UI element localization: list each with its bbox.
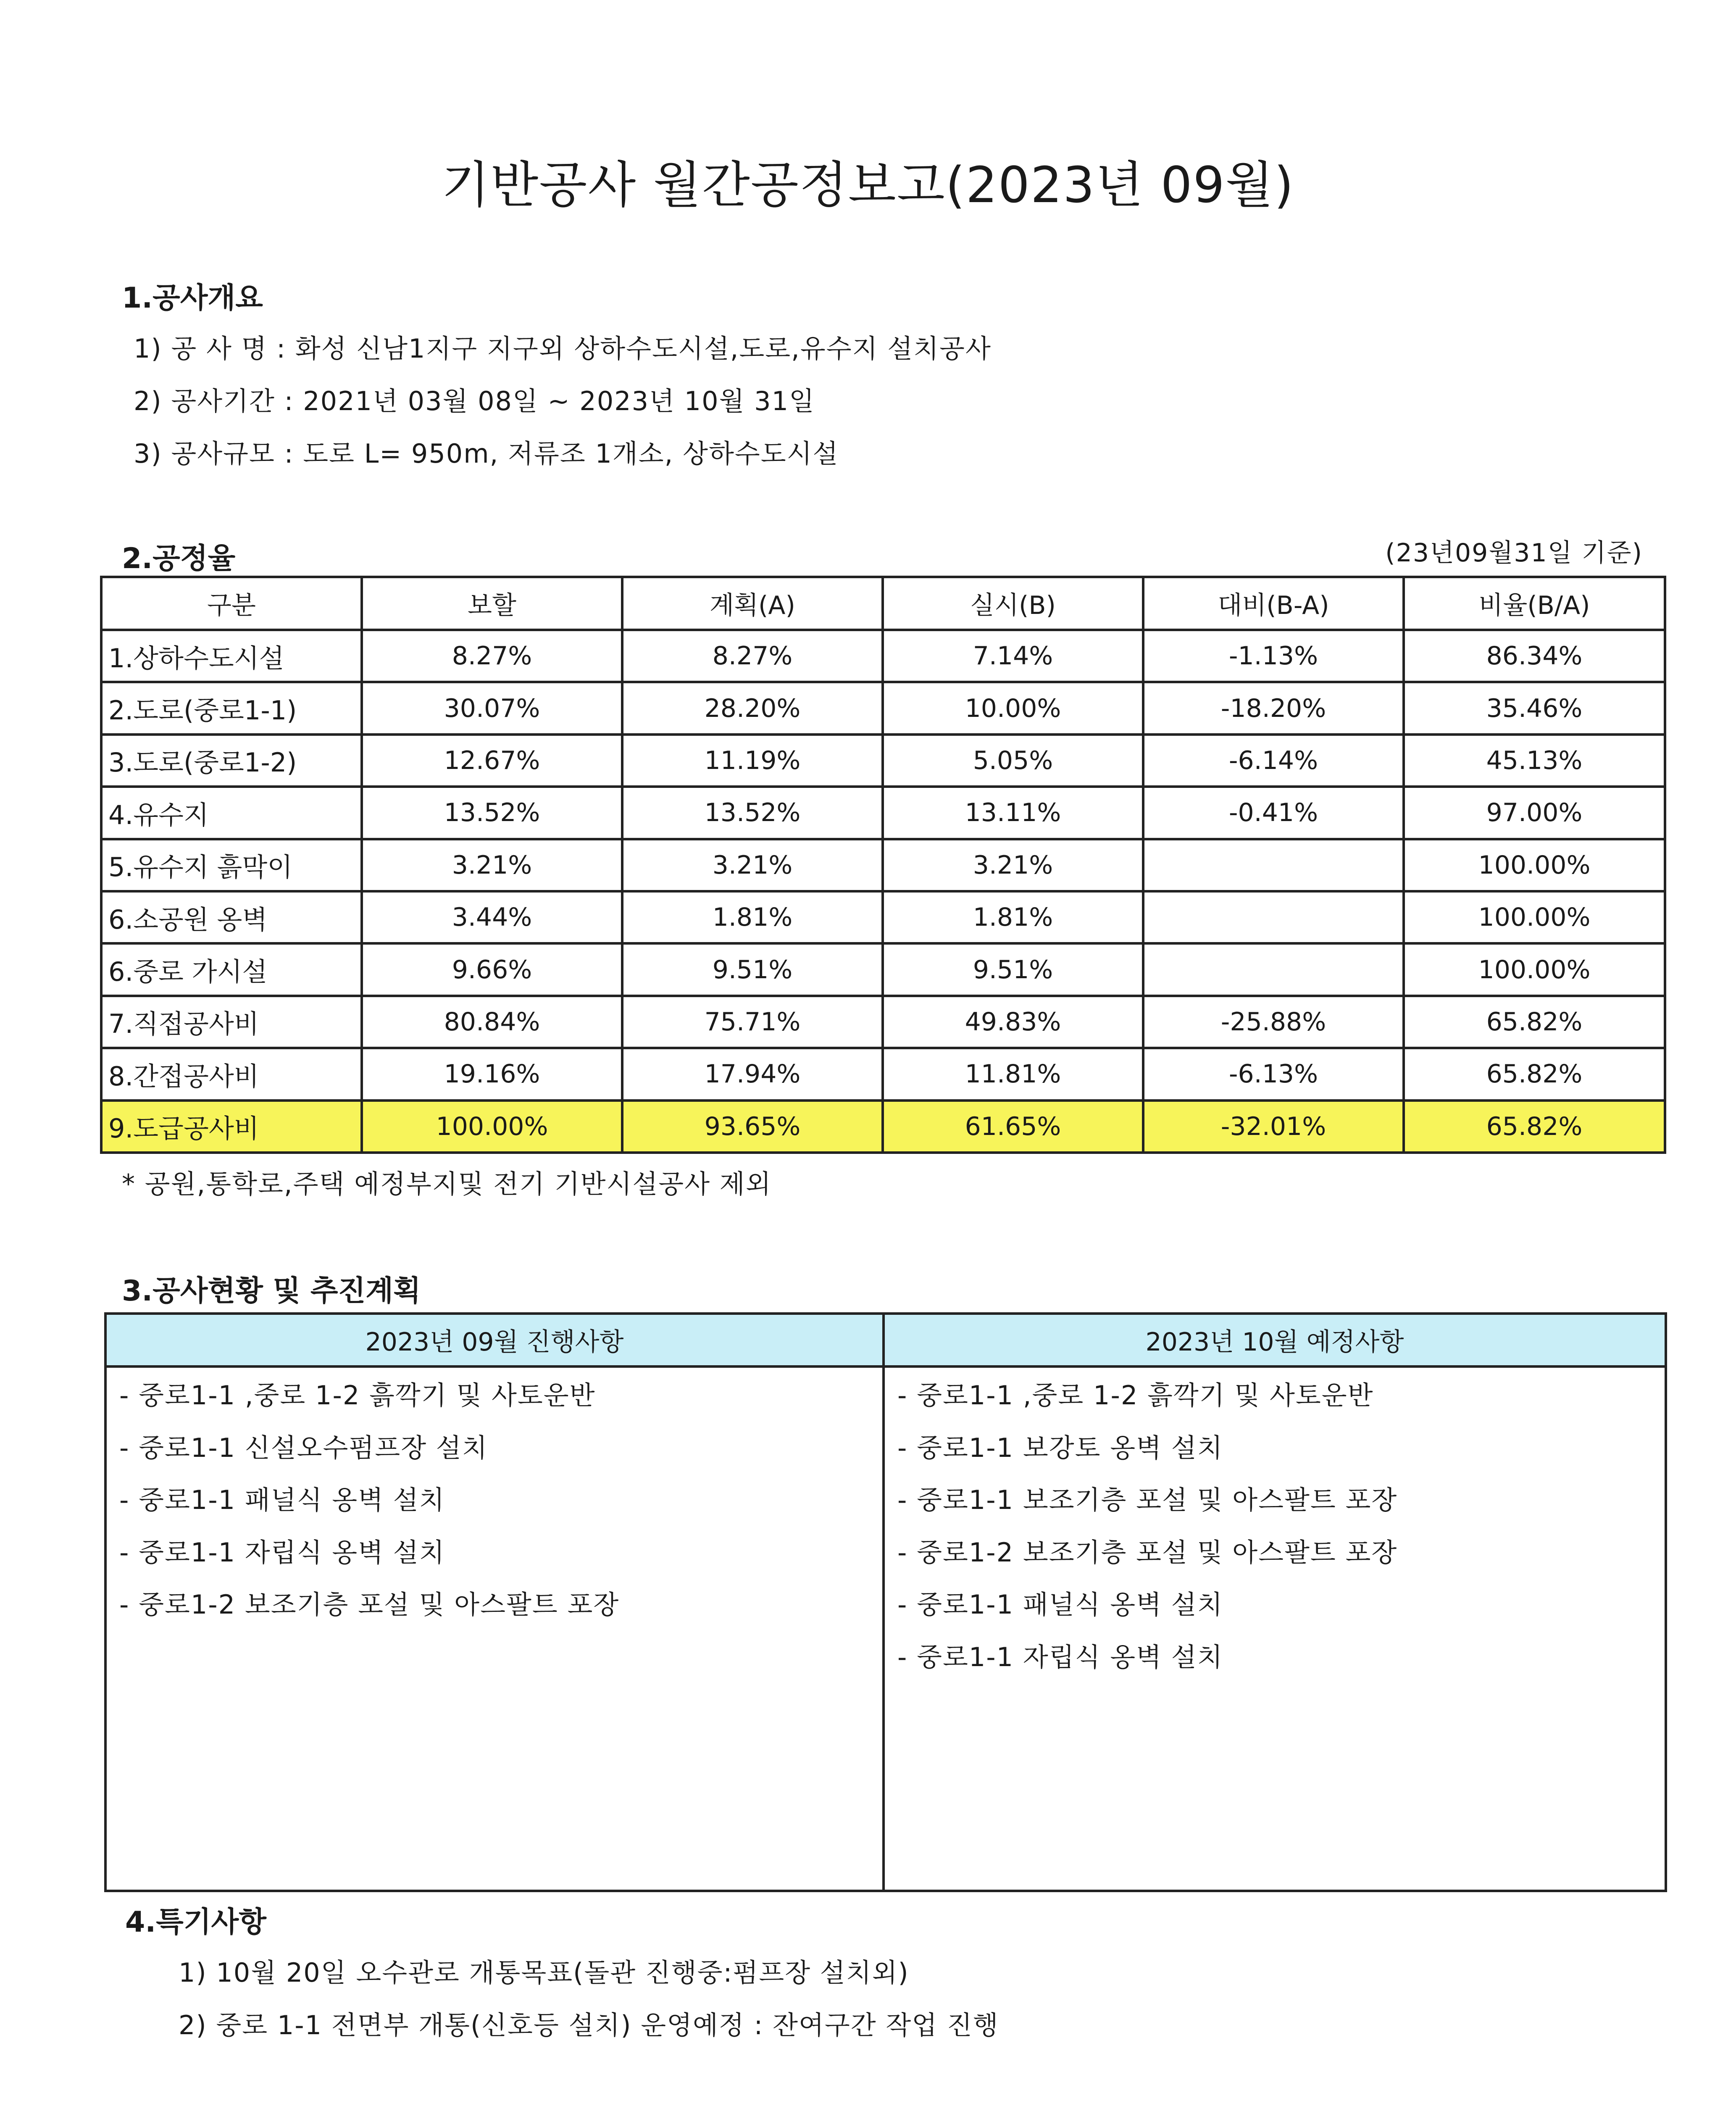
cell-share: 3.21% <box>362 839 622 891</box>
cell-ratio: 65.82% <box>1404 1101 1665 1153</box>
progress-table <box>100 576 1666 1154</box>
table-row <box>101 891 1665 943</box>
cell-plan: 13.52% <box>622 787 883 839</box>
cell-share: 100.00% <box>362 1101 622 1153</box>
cell-actual: 49.83% <box>883 996 1143 1048</box>
table-row <box>101 943 1665 995</box>
section-overview-heading: 1.공사개요 <box>122 282 263 315</box>
cell-actual: 10.00% <box>883 682 1143 734</box>
cell-share: 13.52% <box>362 787 622 839</box>
current-month-header: 2023년 09월 진행사항 <box>105 1314 884 1366</box>
cell-diff: -6.14% <box>1143 735 1404 787</box>
page-title: 기반공사 월간공정보고(2023년 09월) <box>442 156 1294 214</box>
list-item: - 중로1-2 보조기층 포설 및 아스팔트 포장 <box>897 1537 1398 1568</box>
cell-diff <box>1143 839 1404 891</box>
overview-project-name: 1) 공 사 명 : 화성 신남1지구 지구외 상하수도시설,도로,유수지 설치공사 <box>134 333 992 364</box>
list-item: - 중로1-1 패널식 옹벽 설치 <box>119 1485 445 1515</box>
list-item: - 중로1-1 ,중로 1-2 흙깍기 및 사토운반 <box>119 1380 596 1411</box>
col-header-plan: 계획(A) <box>622 577 883 630</box>
progress-footnote: * 공원,통학로,주택 예정부지및 전기 기반시설공사 제외 <box>122 1169 772 1199</box>
cell-plan: 93.65% <box>622 1101 883 1153</box>
cell-ratio: 35.46% <box>1404 682 1665 734</box>
cell-ratio: 100.00% <box>1404 839 1665 891</box>
cell-ratio: 86.34% <box>1404 630 1665 682</box>
table-row <box>101 787 1665 839</box>
table-row <box>101 735 1665 787</box>
cell-plan: 11.19% <box>622 735 883 787</box>
col-header-diff: 대비(B-A) <box>1143 577 1404 630</box>
cell-diff: -32.01% <box>1143 1101 1404 1153</box>
next-month-list <box>884 1366 1666 1891</box>
cell-share: 3.44% <box>362 891 622 943</box>
cell-plan: 28.20% <box>622 682 883 734</box>
cell-ratio: 45.13% <box>1404 735 1665 787</box>
cell-ratio: 65.82% <box>1404 1048 1665 1100</box>
list-item: - 중로1-1 자립식 옹벽 설치 <box>897 1641 1223 1672</box>
col-header-category: 구분 <box>101 577 362 630</box>
list-item: - 중로1-2 보조기층 포설 및 아스팔트 포장 <box>119 1589 620 1620</box>
row-label: 2.도로(중로1-1) <box>101 682 362 734</box>
cell-share: 30.07% <box>362 682 622 734</box>
cell-plan: 75.71% <box>622 996 883 1048</box>
row-label: 4.유수지 <box>101 787 362 839</box>
list-item: - 중로1-1 신설오수펌프장 설치 <box>119 1432 488 1463</box>
cell-plan: 3.21% <box>622 839 883 891</box>
table-row <box>101 682 1665 734</box>
row-label: 1.상하수도시설 <box>101 630 362 682</box>
cell-diff: -25.88% <box>1143 996 1404 1048</box>
cell-actual: 3.21% <box>883 839 1143 891</box>
row-label: 3.도로(중로1-2) <box>101 735 362 787</box>
cell-actual: 61.65% <box>883 1101 1143 1153</box>
table-row <box>101 839 1665 891</box>
cell-ratio: 65.82% <box>1404 996 1665 1048</box>
table-row-total-highlighted <box>101 1101 1665 1153</box>
row-label: 5.유수지 흙막이 <box>101 839 362 891</box>
cell-actual: 11.81% <box>883 1048 1143 1100</box>
cell-diff: -1.13% <box>1143 630 1404 682</box>
col-header-actual: 실시(B) <box>883 577 1143 630</box>
remark-item: 1) 10월 20일 오수관로 개통목표(돌관 진행중:펌프장 설치외) <box>179 1957 909 1988</box>
cell-plan: 17.94% <box>622 1048 883 1100</box>
list-item: - 중로1-1 ,중로 1-2 흙깍기 및 사토운반 <box>897 1380 1374 1411</box>
status-plan-table <box>104 1312 1667 1892</box>
cell-share: 80.84% <box>362 996 622 1048</box>
cell-share: 9.66% <box>362 943 622 995</box>
cell-diff: -18.20% <box>1143 682 1404 734</box>
row-label: 6.중로 가시설 <box>101 943 362 995</box>
section-progress-heading: 2.공정율 <box>122 542 236 575</box>
list-item: - 중로1-1 보조기층 포설 및 아스팔트 포장 <box>897 1485 1398 1515</box>
col-header-ratio: 비율(B/A) <box>1404 577 1665 630</box>
cell-plan: 9.51% <box>622 943 883 995</box>
col-header-share: 보할 <box>362 577 622 630</box>
row-label: 8.간접공사비 <box>101 1048 362 1100</box>
table-row <box>101 996 1665 1048</box>
table-row <box>101 630 1665 682</box>
cell-share: 12.67% <box>362 735 622 787</box>
list-item: - 중로1-1 자립식 옹벽 설치 <box>119 1537 445 1568</box>
table-header-row <box>101 577 1665 630</box>
cell-share: 19.16% <box>362 1048 622 1100</box>
cell-diff <box>1143 943 1404 995</box>
cell-plan: 8.27% <box>622 630 883 682</box>
cell-diff: -6.13% <box>1143 1048 1404 1100</box>
cell-actual: 9.51% <box>883 943 1143 995</box>
table-row <box>101 1048 1665 1100</box>
section-status-heading: 3.공사현황 및 추진계획 <box>122 1274 421 1308</box>
cell-diff <box>1143 891 1404 943</box>
cell-share: 8.27% <box>362 630 622 682</box>
remark-item: 2) 중로 1-1 전면부 개통(신호등 설치) 운영예정 : 잔여구간 작업 진행 <box>179 2010 999 2040</box>
cell-actual: 7.14% <box>883 630 1143 682</box>
cell-ratio: 100.00% <box>1404 943 1665 995</box>
list-item: - 중로1-1 보강토 옹벽 설치 <box>897 1432 1223 1463</box>
row-label: 6.소공원 옹벽 <box>101 891 362 943</box>
list-item: - 중로1-1 패널식 옹벽 설치 <box>897 1589 1223 1620</box>
cell-ratio: 97.00% <box>1404 787 1665 839</box>
overview-scale: 3) 공사규모 : 도로 L= 950m, 저류조 1개소, 상하수도시설 <box>134 438 839 469</box>
progress-basis-date: (23년09월31일 기준) <box>1385 538 1643 568</box>
overview-period: 2) 공사기간 : 2021년 03월 08일 ~ 2023년 10월 31일 <box>134 386 815 416</box>
cell-actual: 5.05% <box>883 735 1143 787</box>
next-month-header: 2023년 10월 예정사항 <box>884 1314 1666 1366</box>
cell-diff: -0.41% <box>1143 787 1404 839</box>
section-remarks-heading: 4.특기사항 <box>125 1906 266 1939</box>
cell-plan: 1.81% <box>622 891 883 943</box>
cell-actual: 13.11% <box>883 787 1143 839</box>
row-label: 7.직접공사비 <box>101 996 362 1048</box>
row-label: 9.도급공사비 <box>101 1101 362 1153</box>
current-month-list <box>105 1366 884 1891</box>
cell-ratio: 100.00% <box>1404 891 1665 943</box>
cell-actual: 1.81% <box>883 891 1143 943</box>
